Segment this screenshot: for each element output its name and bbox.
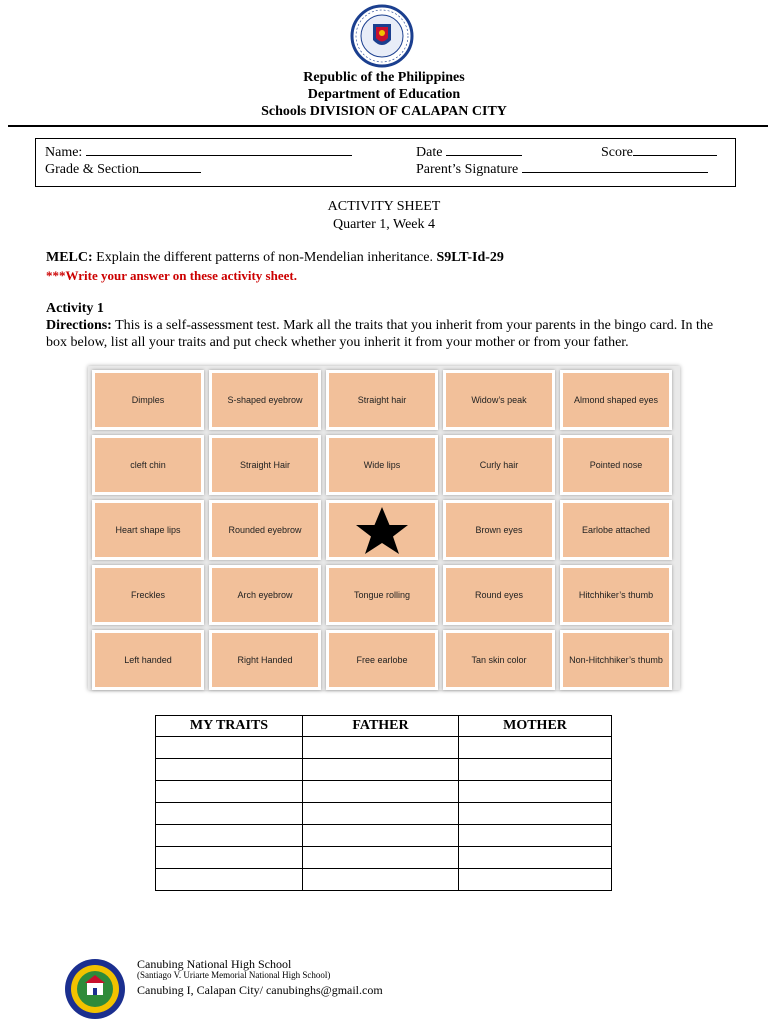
date-field[interactable] [416, 143, 522, 161]
bingo-cell[interactable]: Freckles [92, 565, 204, 625]
father-check-cell[interactable] [303, 869, 459, 891]
trait-cell[interactable] [156, 869, 303, 891]
table-row [156, 737, 612, 759]
father-check-cell[interactable] [303, 781, 459, 803]
traits-table [155, 715, 612, 891]
school-seal-icon [60, 958, 130, 1020]
student-info-box [35, 138, 736, 187]
melc-text: Explain the different patterns of non-Mendelian inheritance. [96, 250, 433, 265]
trait-cell[interactable] [156, 737, 303, 759]
mother-check-cell[interactable] [459, 737, 612, 759]
name-line[interactable] [86, 143, 352, 156]
header-department: Department of Education [307, 87, 461, 102]
bingo-cell[interactable]: Heart shape lips [92, 500, 204, 560]
table-row [156, 869, 612, 891]
table-row [156, 781, 612, 803]
father-check-cell[interactable] [303, 847, 459, 869]
table-row [156, 847, 612, 869]
mother-check-cell[interactable] [459, 803, 612, 825]
header-divider [8, 125, 768, 127]
date-label: Date [416, 145, 443, 160]
header-my-traits: MY TRAITS [156, 716, 303, 737]
bingo-cell[interactable]: Dimples [92, 370, 204, 430]
traits-table-header [156, 716, 612, 737]
trait-cell[interactable] [156, 847, 303, 869]
bingo-cell[interactable]: Widow’s peak [443, 370, 555, 430]
bingo-cell[interactable]: Brown eyes [443, 500, 555, 560]
header-republic: Republic of the Philippines [303, 70, 465, 85]
date-line[interactable] [446, 143, 522, 156]
bingo-cell[interactable]: Arch eyebrow [209, 565, 321, 625]
bingo-free-space[interactable] [326, 500, 438, 560]
bingo-cell[interactable]: Earlobe attached [560, 500, 672, 560]
mother-check-cell[interactable] [459, 847, 612, 869]
bingo-card [88, 366, 680, 690]
parent-signature-line[interactable] [522, 160, 708, 173]
grade-section-line[interactable] [139, 160, 201, 173]
father-check-cell[interactable] [303, 759, 459, 781]
parent-signature-field[interactable] [416, 160, 708, 178]
bingo-cell[interactable]: Straight Hair [209, 435, 321, 495]
score-line[interactable] [633, 143, 717, 156]
bingo-cell[interactable]: S-shaped eyebrow [209, 370, 321, 430]
footer-address: Canubing I, Calapan City/ canubinghs@gmail.com [137, 983, 383, 997]
header-division: Schools DIVISION OF CALAPAN CITY [261, 104, 507, 119]
activity-sheet-title: ACTIVITY SHEET [327, 199, 441, 214]
footer-former-name: (Santiago V. Uriarte Memorial National High School) [137, 970, 331, 980]
table-row [156, 759, 612, 781]
bingo-cell[interactable]: Rounded eyebrow [209, 500, 321, 560]
bingo-cell[interactable]: Free earlobe [326, 630, 438, 690]
trait-cell[interactable] [156, 781, 303, 803]
header-father: FATHER [303, 716, 459, 737]
name-field[interactable] [45, 143, 352, 161]
grade-section-field[interactable] [45, 160, 201, 178]
father-check-cell[interactable] [303, 803, 459, 825]
score-field[interactable] [601, 143, 717, 161]
bingo-cell[interactable]: Pointed nose [560, 435, 672, 495]
bingo-cell[interactable]: Round eyes [443, 565, 555, 625]
mother-check-cell[interactable] [459, 869, 612, 891]
bingo-cell[interactable]: Right Handed [209, 630, 321, 690]
bingo-cell[interactable]: Tan skin color [443, 630, 555, 690]
header-mother: MOTHER [459, 716, 612, 737]
bingo-cell[interactable]: cleft chin [92, 435, 204, 495]
trait-cell[interactable] [156, 759, 303, 781]
bingo-cell[interactable]: Non-Hitchhiker’s thumb [560, 630, 672, 690]
directions-label: Directions: [46, 318, 112, 333]
activity-title: Activity 1 [46, 301, 104, 316]
bingo-cell[interactable]: Left handed [92, 630, 204, 690]
deped-seal-icon [345, 4, 419, 68]
bingo-cell[interactable]: Wide lips [326, 435, 438, 495]
mother-check-cell[interactable] [459, 759, 612, 781]
table-row [156, 825, 612, 847]
bingo-cell[interactable]: Hitchhiker’s thumb [560, 565, 672, 625]
mother-check-cell[interactable] [459, 825, 612, 847]
melc-label: MELC: [46, 250, 93, 265]
father-check-cell[interactable] [303, 825, 459, 847]
star-icon [350, 503, 414, 557]
mother-check-cell[interactable] [459, 781, 612, 803]
melc-instruction: ***Write your answer on these activity sheet. [46, 268, 297, 283]
footer-school-name: Canubing National High School [137, 957, 292, 971]
bingo-cell[interactable]: Curly hair [443, 435, 555, 495]
melc-line [46, 249, 726, 266]
bingo-cell[interactable]: Tongue rolling [326, 565, 438, 625]
trait-cell[interactable] [156, 825, 303, 847]
table-row [156, 803, 612, 825]
parent-signature-label: Parent’s Signature [416, 162, 519, 177]
bingo-cell[interactable]: Straight hair [326, 370, 438, 430]
directions-text: This is a self-assessment test. Mark all the traits that you inherit from your parents in the bingo card. In the box below, list all your traits and put check whether you inherit it from your mother or from your father. [46, 318, 714, 350]
father-check-cell[interactable] [303, 737, 459, 759]
activity-sheet-subtitle: Quarter 1, Week 4 [332, 217, 436, 232]
trait-cell[interactable] [156, 803, 303, 825]
grade-section-label: Grade & Section [45, 162, 140, 177]
name-label: Name: [45, 145, 83, 160]
melc-code: S9LT-Id-29 [436, 250, 504, 265]
activity-directions [46, 317, 726, 351]
bingo-cell[interactable]: Almond shaped eyes [560, 370, 672, 430]
score-label: Score [601, 145, 633, 160]
